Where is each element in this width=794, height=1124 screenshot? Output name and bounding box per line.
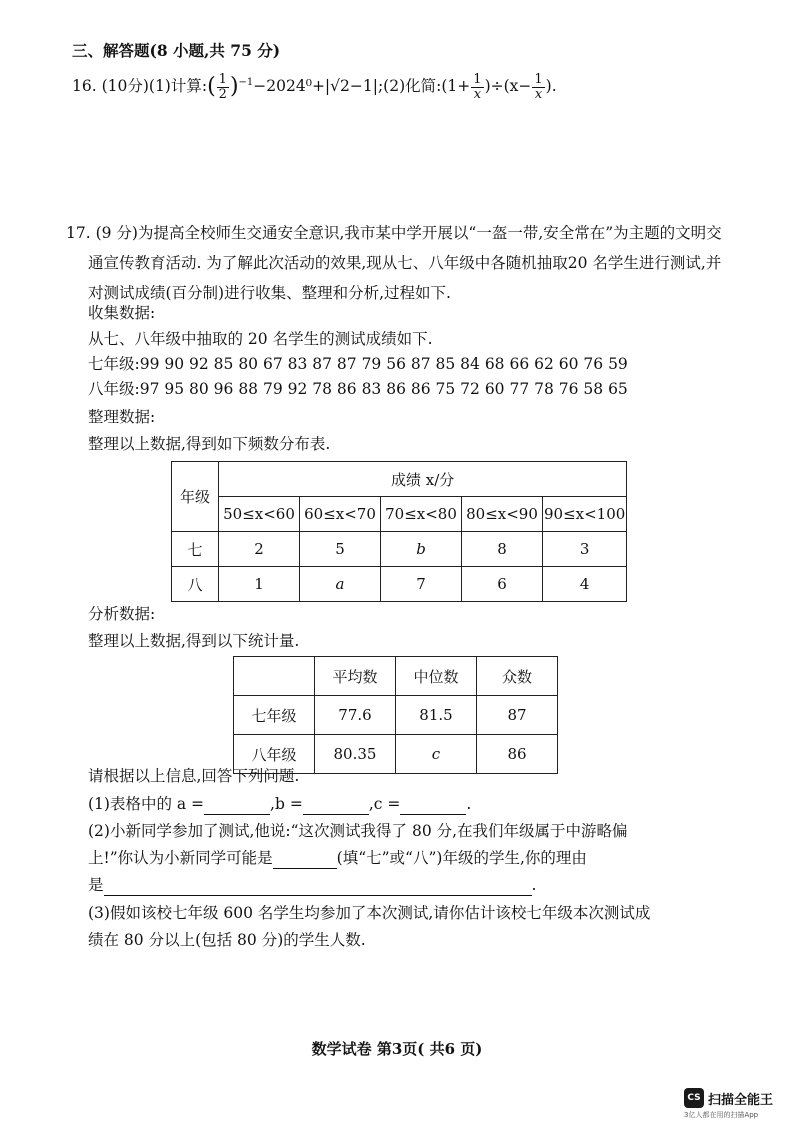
grade8-scores: 八年级:97 95 80 96 88 79 92 78 86 83 86 86 75 72 60 77 78 76 58 65 <box>88 380 628 398</box>
frequency-table <box>171 461 627 602</box>
stats-cell: 80.35 <box>315 735 396 774</box>
q17-intro: 17. (9 分)为提高全校师生交通安全意识,我市某中学开展以“一盔一带,安全常在”为主题的文明交通宣传教育活动. 为了解此次活动的效果,现从七、八年级中各随机抽取20 名学生进行测试,并对测试成绩(百分制)进行收集、整理和分析,过程如下. <box>66 224 722 302</box>
answer-blank-grade[interactable] <box>273 850 337 869</box>
freq-range: 80≤x<90 <box>462 497 543 532</box>
freq-grade: 八 <box>172 567 219 602</box>
answer-blank-b[interactable] <box>303 796 369 815</box>
table-row <box>172 567 627 602</box>
stats-cell: 81.5 <box>396 696 477 735</box>
freq-grade: 七 <box>172 532 219 567</box>
grade7-scores: 七年级:99 90 92 85 80 67 83 87 87 79 56 87 85 84 68 66 62 60 76 59 <box>88 355 628 373</box>
answer-blank-reason[interactable] <box>104 877 532 896</box>
freq-cell: 8 <box>462 532 543 567</box>
q16-expr1: −2024⁰+|√2−1|;(2)化简: <box>253 77 442 96</box>
organize-desc: 整理以上数据,得到如下频数分布表. <box>88 435 331 453</box>
part-3-line-2: 绩在 80 分以上(包括 80 分)的学生人数. <box>88 931 366 949</box>
freq-cell: 5 <box>300 532 381 567</box>
stats-header: 众数 <box>477 657 558 696</box>
answer-blank-c[interactable] <box>400 796 466 815</box>
freq-cell: 6 <box>462 567 543 602</box>
stats-header <box>234 657 315 696</box>
question-prompt: 请根据以上信息,回答下列问题. <box>88 767 300 785</box>
fraction-one-over-x-2: $\frac{1}{x}$ <box>534 71 543 102</box>
fraction-one-over-x: $\frac{1}{x}$ <box>473 71 482 102</box>
part-1: (1)表格中的 a = ,b = ,c = . <box>88 795 472 813</box>
freq-cell: 7 <box>381 567 462 602</box>
page-footer: 数学试卷 第3页( 共6 页) <box>311 1040 483 1058</box>
stats-header: 平均数 <box>315 657 396 696</box>
section-title: 三、解答题(8 小题,共 75 分) <box>72 41 281 60</box>
stats-cell: c <box>396 735 477 774</box>
stats-cell: 77.6 <box>315 696 396 735</box>
freq-range: 60≤x<70 <box>300 497 381 532</box>
freq-range: 70≤x<80 <box>381 497 462 532</box>
stats-cell: 87 <box>477 696 558 735</box>
freq-cell: a <box>300 567 381 602</box>
stats-cell: 七年级 <box>234 696 315 735</box>
part-2-line-1: (2)小新同学参加了测试,他说:“这次测试我得了 80 分,在我们年级属于中游略偏 <box>88 822 628 840</box>
freq-cell: 2 <box>219 532 300 567</box>
freq-cell: 4 <box>543 567 627 602</box>
freq-cell: b <box>381 532 462 567</box>
part-3-line-1: (3)假如该校七年级 600 名学生均参加了本次测试,请你估计该校七年级本次测试成 <box>88 904 651 922</box>
table-row <box>172 532 627 567</box>
stats-header: 中位数 <box>396 657 477 696</box>
analyze-title: 分析数据: <box>88 605 156 623</box>
watermark-name: 扫描全能王 <box>708 1092 774 1108</box>
stats-cell: 86 <box>477 735 558 774</box>
question-16: 16. (10分)(1)计算:( $\frac{1}{2}$ )$^{-1}$−2024⁰+|√2−1|;(2)化简:(1+ $\frac{1}{x}$ )÷(x− $\frac{1}{x}$ ). <box>72 71 557 102</box>
organize-title: 整理数据: <box>88 408 156 426</box>
freq-corner: 年级 <box>172 462 219 532</box>
fraction-one-half: $\frac{1}{2}$ <box>218 71 227 102</box>
answer-blank-a[interactable] <box>204 796 270 815</box>
freq-range: 90≤x<100 <box>543 497 627 532</box>
freq-range: 50≤x<60 <box>219 497 300 532</box>
collect-desc: 从七、八年级中抽取的 20 名学生的测试成绩如下. <box>88 330 433 348</box>
freq-group-header: 成绩 x/分 <box>219 462 627 497</box>
part-2-line-3: 是 . <box>88 876 537 894</box>
watermark-subtitle: 3亿人都在用的扫描App <box>684 1111 759 1119</box>
camscanner-logo-icon: CS <box>684 1088 704 1108</box>
freq-cell: 3 <box>543 532 627 567</box>
statistics-table <box>233 656 558 774</box>
freq-cell: 1 <box>219 567 300 602</box>
part-2-line-2: 上!”你认为小新同学可能是 (填“七”或“八”)年级的学生,你的理由 <box>88 849 587 867</box>
stats-cell: 八年级 <box>234 735 315 774</box>
scanner-watermark <box>684 1088 773 1108</box>
analyze-desc: 整理以上数据,得到以下统计量. <box>88 632 300 650</box>
q16-lead: 16. (10分)(1)计算: <box>72 77 208 96</box>
table-row <box>234 696 558 735</box>
collect-title: 收集数据: <box>88 304 156 322</box>
